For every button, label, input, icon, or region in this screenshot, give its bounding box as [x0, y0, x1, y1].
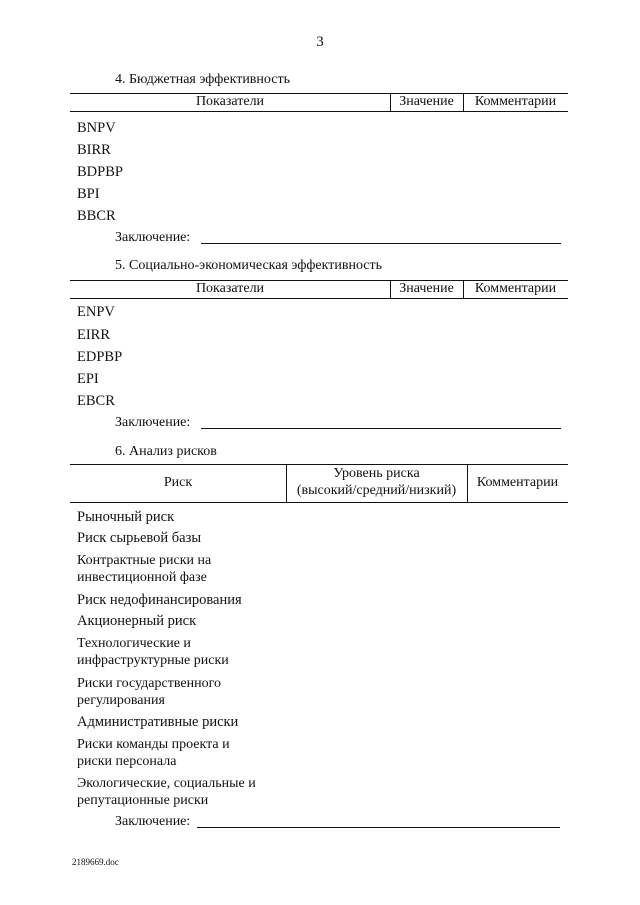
indicator-row: EBCR	[77, 393, 115, 409]
conclusion-label: Заключение:	[115, 814, 191, 829]
risk-row-label-continued: регулирования	[77, 693, 165, 708]
section-6-heading: 6. Анализ рисков	[115, 444, 217, 459]
column-header-risk-level: Уровень риска	[333, 466, 420, 481]
risk-row-label: Контрактные риски на	[77, 553, 212, 568]
column-header-comments: Комментарии	[474, 281, 557, 296]
section-4-heading: 4. Бюджетная эффективность	[115, 72, 290, 87]
risk-row-label-continued: инфраструктурные риски	[77, 653, 229, 668]
risk-row-label-continued: репутационные риски	[77, 793, 209, 808]
section-5-heading: 5. Социально-экономическая эффективность	[115, 258, 383, 273]
conclusion-line[interactable]	[201, 243, 561, 244]
risk-row	[77, 552, 307, 586]
column-header-value: Значение	[399, 281, 454, 296]
column-header-indicators: Показатели	[195, 94, 265, 109]
column-header-risk-level-scale: (высокий/средний/низкий)	[296, 483, 457, 498]
risk-row	[77, 675, 307, 709]
conclusion-line[interactable]	[197, 827, 560, 828]
column-header-indicators: Показатели	[195, 281, 265, 296]
conclusion-label: Заключение:	[115, 230, 191, 245]
indicator-row: BBCR	[77, 208, 116, 224]
risk-row-label: Риски государственного	[77, 676, 221, 691]
table-top-border	[70, 464, 568, 465]
indicator-row: BPI	[77, 186, 100, 202]
indicator-row: BDPBP	[77, 164, 123, 180]
risk-row	[77, 635, 307, 669]
column-header-risk: Риск	[163, 475, 193, 490]
indicator-row: EPI	[77, 371, 99, 387]
risk-row-label: Риск недофинансирования	[77, 592, 242, 608]
risk-row-label: Технологические и	[77, 636, 191, 651]
risk-row-label-continued: инвестиционной фазе	[77, 570, 207, 585]
conclusion-label: Заключение:	[115, 415, 191, 430]
footer-filename: 2189669.doc	[72, 857, 119, 867]
risk-row-label: Экологические, социальные и	[77, 776, 256, 791]
risk-row	[77, 592, 242, 609]
indicator-row: BIRR	[77, 142, 111, 158]
table-header-bottom-border	[70, 111, 568, 112]
risk-row	[77, 613, 196, 630]
column-header-value: Значение	[399, 94, 454, 109]
indicator-row: ENPV	[77, 304, 115, 320]
indicator-row: BNPV	[77, 120, 116, 136]
risk-row-label: Рыночный риск	[77, 509, 175, 525]
risk-row-label: Риски команды проекта и	[77, 737, 230, 752]
column-header-comments: Комментарии	[474, 94, 557, 109]
table-header-bottom-border	[70, 298, 568, 299]
risk-row-label: Акционерный риск	[77, 613, 197, 629]
conclusion-line[interactable]	[201, 428, 561, 429]
indicator-row: EDPBP	[77, 349, 123, 365]
page-number: 3	[316, 34, 324, 50]
risk-row	[77, 714, 238, 731]
table-header-bottom-border	[70, 502, 568, 503]
indicator-row: EIRR	[77, 327, 111, 343]
risk-row-label: Административные риски	[77, 714, 239, 730]
risk-row	[77, 509, 174, 526]
risk-row	[77, 530, 201, 547]
risk-row-label: Риск сырьевой базы	[77, 530, 202, 546]
column-header-comments: Комментарии	[476, 475, 559, 490]
risk-row-label-continued: риски персонала	[77, 754, 177, 769]
risk-row	[77, 775, 307, 809]
risk-row	[77, 736, 307, 770]
